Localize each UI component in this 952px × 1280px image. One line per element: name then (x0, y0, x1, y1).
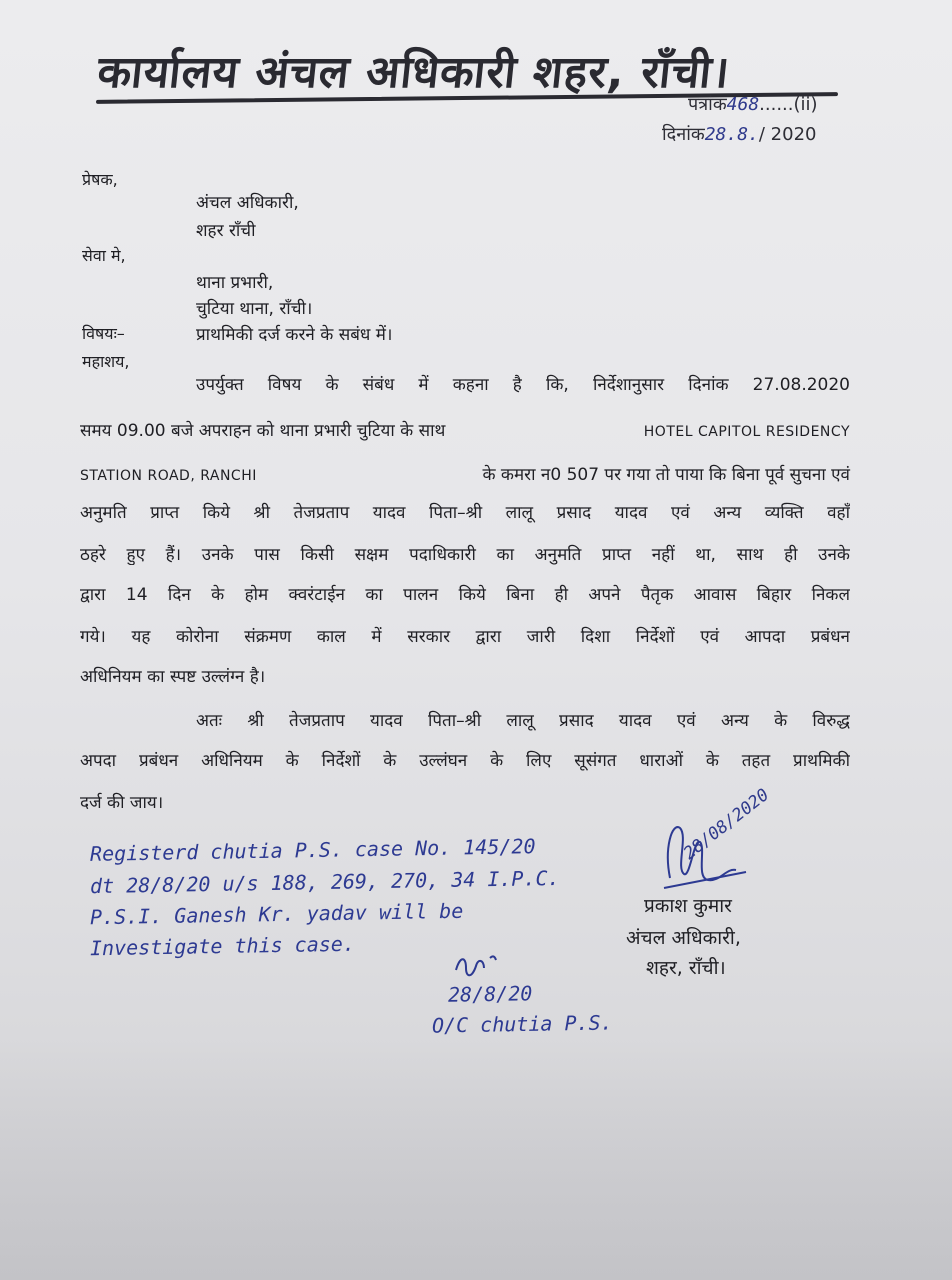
sender-label: प्रेषक, (82, 170, 118, 189)
endorsement-line-1: Registerd chutia P.S. case No. 145/20 (89, 834, 536, 866)
body-p1-line-8: अधिनियम का स्पष्ट उल्लंग्न है। (80, 667, 266, 687)
body-p1-line-2 (80, 418, 850, 441)
endorsement-officer: O/C chutia P.S. (431, 1010, 613, 1038)
letter-date-suffix: / 2020 (758, 124, 817, 145)
sender-line-1: अंचल अधिकारी, (196, 193, 299, 213)
signatory-place: शहर, रॉंची। (646, 957, 726, 979)
recipient-line-2: चुटिया थाना, रॉंची। (196, 299, 313, 319)
subject-label: विषयः– (82, 324, 125, 343)
body-p1-line-2-text: समय 09.00 बजे अपराहन को थाना प्रभारी चुटिया के साथ (80, 421, 446, 441)
body-p1-line-3-text: के कमरा न0 507 पर गया तो पाया कि बिना पूर्व सुचना एवं (482, 465, 850, 485)
signatory-designation: अंचल अधिकारी, (626, 927, 741, 949)
body-p1-line-3 (80, 462, 850, 485)
body-p1-line-6: द्वारा 14 दिन के होम क्वरंटाईन का पालन किये बिना ही अपने पैतृक आवास बिहार निकल (80, 585, 850, 605)
body-p1-line-5: ठहरे हुए हैं। उनके पास किसी सक्षम पदाधिकारी का अनुमति प्राप्त नहीं था, साथ ही उनके (80, 545, 850, 565)
endorsement-line-4: Investigate this case. (89, 931, 356, 961)
letter-date-label: दिनांक (662, 124, 705, 145)
letter-number (688, 92, 818, 116)
recipient-label: सेवा मे, (82, 246, 126, 265)
body-p1-line-7: गये। यह कोरोना संक्रमण काल में सरकार द्वारा जारी दिशा निर्देशों एवं आपदा प्रबंधन (80, 627, 850, 647)
letter-date-value: 28.8. (704, 124, 759, 145)
hotel-address: STATION ROAD, RANCHI (80, 468, 257, 484)
sender-line-2: शहर रॉंची (196, 221, 256, 241)
subject-text: प्राथमिकी दर्ज करने के सबंध में। (196, 325, 393, 345)
page-shadow (0, 1040, 952, 1280)
letter-number-suffix: ......(ii) (759, 94, 818, 115)
letter-number-value: 468 (726, 94, 760, 115)
body-p2-line-3: दर्ज की जाय। (80, 793, 164, 813)
hotel-name: HOTEL CAPITOL RESIDENCY (643, 424, 850, 440)
body-p2-line-2: अपदा प्रबंधन अधिनियम के निर्देशों के उल्लंघन के लिए सूसंगत धाराओं के तहत प्राथमिकी (80, 751, 850, 771)
body-p1-line-4: अनुमति प्राप्त किये श्री तेजप्रताप यादव पिता–श्री लालू प्रसाद यादव एवं अन्य व्यक्ति वहाँ (80, 503, 850, 523)
signatory-name: प्रकाश कुमार (644, 895, 732, 917)
body-p1-line-1: उपर्युक्त विषय के संबंध में कहना है कि, निर्देशानुसार दिनांक 27.08.2020 (196, 375, 850, 395)
recipient-line-1: थाना प्रभारी, (196, 273, 274, 293)
body-p2-line-1: अतः श्री तेजप्रताप यादव पिता–श्री लालू प्रसाद यादव एवं अन्य के विरुद्ध (196, 711, 850, 731)
office-title: कार्यालय अंचल अधिकारी शहर, रॉंची। (95, 47, 733, 98)
endorsement-line-2: dt 28/8/20 u/s 188, 269, 270, 34 I.P.C. (89, 865, 560, 899)
salutation: महाशय, (82, 352, 130, 371)
letter-date (662, 122, 817, 146)
letter-number-label: पत्रांक (688, 94, 727, 115)
officer-initials-icon (450, 948, 530, 984)
endorsement-line-3: P.S.I. Ganesh Kr. yadav will be (89, 898, 464, 930)
signature-date: 28/08/2020 (680, 784, 773, 864)
endorsement-date: 28/8/20 (447, 981, 533, 1007)
